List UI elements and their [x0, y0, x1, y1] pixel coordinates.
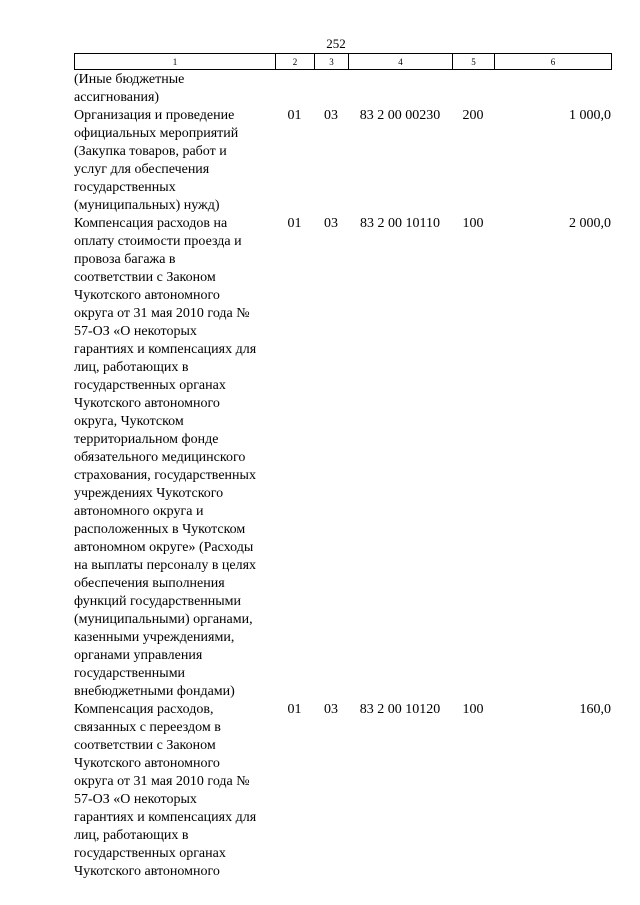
row-expense-type [452, 71, 494, 107]
row-section [275, 71, 314, 107]
header-col-5: 5 [453, 54, 495, 70]
row-amount: 160,0 [579, 702, 611, 717]
row-target-article: 83 2 00 00230 [359, 108, 441, 123]
row-section: 01 [287, 108, 302, 123]
table-row [74, 71, 611, 107]
row-amount [494, 71, 611, 107]
row-target-article: 83 2 00 10110 [360, 216, 440, 231]
row-subsection: 03 [324, 216, 338, 231]
table-row [74, 215, 611, 701]
header-col-6: 6 [495, 54, 612, 70]
row-expense-type: 100 [462, 702, 484, 717]
page-number: 252 [326, 36, 346, 51]
row-target-article: 83 2 00 10120 [359, 702, 441, 717]
row-expense-type: 100 [462, 216, 484, 231]
row-section: 01 [287, 702, 302, 717]
row-description: Компенсация расходов на оплату стоимости проезда и провоза багажа в соответствии с Законом Чукотского автономного округа от 31 мая 2010 года № 57-ОЗ «О некоторых гарантиях и компенсациях для лиц, работающих в государственных органах Чукотского автономного округа, Чукотском территориальном фонде обязательного медицинского страхования, государственных учреждениях Чукотского автономного округа и расположенных в Чукотском автономном округе» (Расходы на выплаты персоналу в целях обеспечения выполнения функций государственными (муниципальными) органами, казенными учреждениями, органами управления государственными внебюджетными фондами) [74, 216, 257, 699]
row-amount: 1 000,0 [569, 108, 611, 123]
table-row [74, 701, 611, 881]
table-row [74, 107, 611, 215]
row-description: Организация и проведение официальных мероприятий (Закупка товаров, работ и услуг для обеспечения государственных (муниципальных) нужд) [74, 108, 239, 213]
header-col-2: 2 [276, 54, 315, 70]
table-header [74, 53, 612, 70]
row-subsection: 03 [324, 702, 338, 717]
row-section: 01 [287, 216, 302, 231]
header-col-3: 3 [315, 54, 349, 70]
row-subsection: 03 [324, 108, 338, 123]
header-col-4: 4 [349, 54, 453, 70]
header-row [75, 54, 612, 70]
row-description: Компенсация расходов, связанных с переездом в соответствии с Законом Чукотского автономного округа от 31 мая 2010 года № 57-ОЗ «О некоторых гарантиях и компенсациях для лиц, работающих в государственных органах Чукотского автономного [74, 702, 257, 879]
row-expense-type: 200 [462, 108, 484, 123]
row-target-article [348, 71, 452, 107]
budget-table [74, 71, 611, 881]
row-description: (Иные бюджетные ассигнования) [74, 72, 185, 105]
row-amount: 2 000,0 [569, 216, 611, 231]
header-col-1: 1 [75, 54, 276, 70]
row-subsection [314, 71, 348, 107]
